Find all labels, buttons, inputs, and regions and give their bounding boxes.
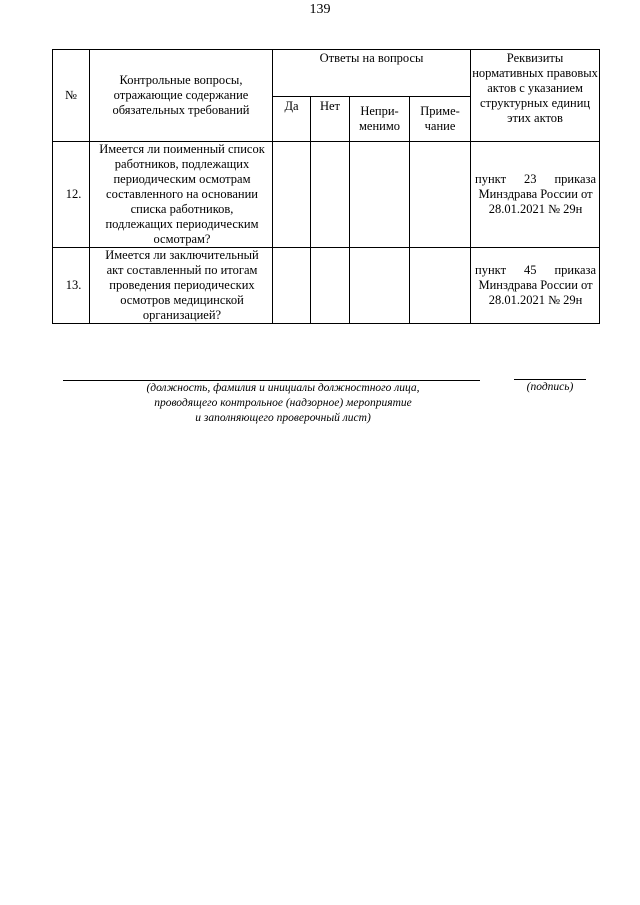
requisites-rest: Минздрава России от 28.01.2021 № 29н bbox=[478, 278, 593, 307]
header-requisites: Реквизиты нормативных правовых актов с указанием структурных единиц этих актов bbox=[471, 50, 600, 142]
header-not-applicable: Непри- менимо bbox=[350, 97, 410, 142]
requisites-first-line bbox=[475, 172, 596, 187]
caption-line: (должность, фамилия и инициалы должностного лица, bbox=[146, 382, 420, 394]
requisites-rest: Минздрава России от 28.01.2021 № 29н bbox=[478, 187, 593, 216]
row-question: Имеется ли заключительный акт составленный по итогам проведения периодических осмотров медицинской организацией? bbox=[90, 248, 273, 324]
req-word: приказа bbox=[554, 263, 597, 277]
row-number: 12. bbox=[53, 142, 90, 248]
caption-line: и заполняющего проверочный лист) bbox=[195, 412, 371, 424]
req-word: пункт bbox=[475, 263, 507, 277]
header-no: Нет bbox=[311, 97, 350, 142]
req-word: приказа bbox=[554, 172, 597, 186]
row-requisites bbox=[471, 142, 600, 248]
header-questions: Контрольные вопросы, отражающие содержание обязательных требований bbox=[90, 50, 273, 142]
row-number: 13. bbox=[53, 248, 90, 324]
header-yes: Да bbox=[273, 97, 311, 142]
signature-caption: (подпись) bbox=[526, 381, 574, 393]
row-question: Имеется ли поименный список работников, подлежащих периодическим осмотрам составленного на основании списка работников, подлежащих периодическим осмотрам? bbox=[90, 142, 273, 248]
page-number: 139 bbox=[309, 2, 331, 17]
requisites-first-line bbox=[475, 263, 596, 278]
answer-not-applicable-cell[interactable] bbox=[350, 142, 410, 248]
answer-yes-cell[interactable] bbox=[273, 142, 311, 248]
answer-not-applicable-cell[interactable] bbox=[350, 248, 410, 324]
req-word: пункт bbox=[475, 172, 507, 186]
header-answers: Ответы на вопросы bbox=[273, 50, 471, 97]
signature-line[interactable] bbox=[514, 379, 586, 380]
header-note: Приме- чание bbox=[410, 97, 471, 142]
answer-yes-cell[interactable] bbox=[273, 248, 311, 324]
checklist-table bbox=[52, 49, 600, 324]
answer-note-cell[interactable] bbox=[410, 142, 471, 248]
table-row bbox=[53, 248, 600, 324]
req-word: 23 bbox=[524, 172, 537, 186]
table-row bbox=[53, 142, 600, 248]
answer-note-cell[interactable] bbox=[410, 248, 471, 324]
header-row bbox=[53, 50, 600, 97]
answer-no-cell[interactable] bbox=[311, 248, 350, 324]
req-word: 45 bbox=[524, 263, 537, 277]
answer-no-cell[interactable] bbox=[311, 142, 350, 248]
row-requisites bbox=[471, 248, 600, 324]
header-number: № bbox=[53, 50, 90, 142]
caption-line: проводящего контрольное (надзорное) мероприятие bbox=[154, 397, 412, 409]
official-caption bbox=[120, 381, 446, 426]
